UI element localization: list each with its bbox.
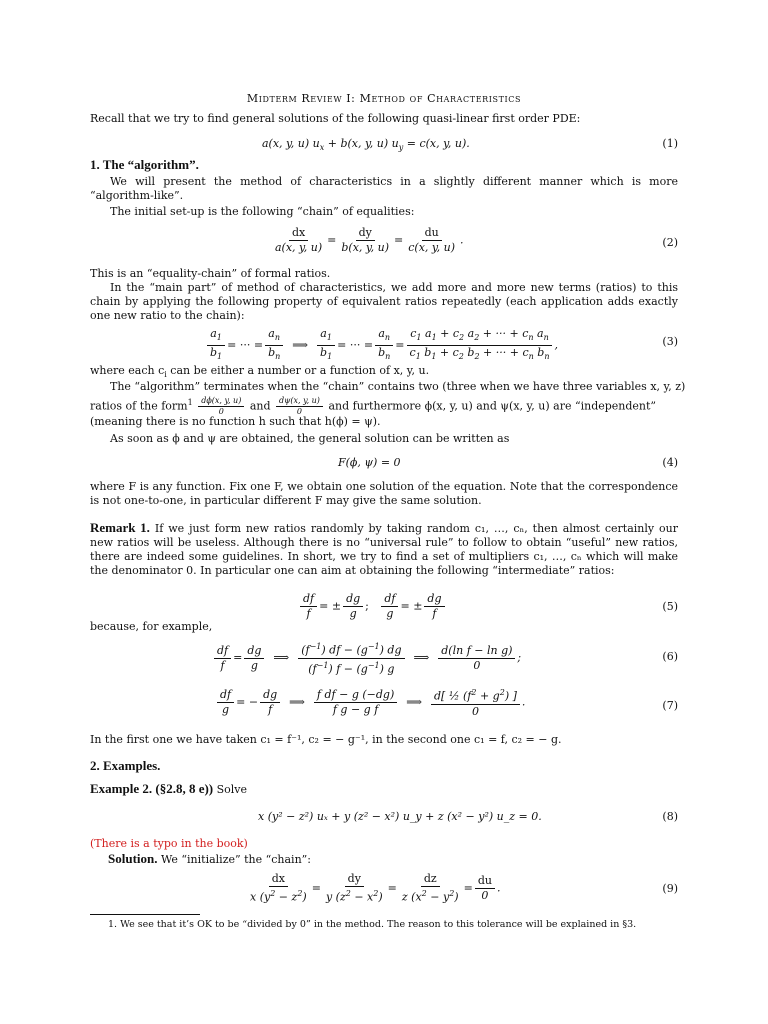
section-1-heading: 1. The “algorithm”. — [90, 157, 199, 172]
equation-4-number: (4) — [662, 456, 678, 469]
remark-after-text: In the first one we have taken c₁ = f⁻¹, c₂ = − g⁻¹, in the second one c₁ = f, c₂ = − g. — [90, 733, 562, 746]
equation-3-number: (3) — [662, 335, 678, 348]
equation-8-number: (8) — [662, 810, 678, 823]
solution-line — [108, 852, 311, 867]
remark-label: Remark 1. — [90, 520, 150, 535]
solution-label: Solution. — [108, 851, 158, 866]
section-1-paragraph-1: We will present the method of characteristics in a slightly different manner which is more “algorithm-like”. — [90, 175, 678, 202]
typo-note: (There is a typo in the book) — [90, 837, 248, 850]
section-2-heading: 2. Examples. — [90, 758, 161, 773]
section-1-paragraph-6b: ratios of the form$^1$ $\frac{d\phi(x, y, u)}{0}$ and $\frac{d\psi(x, y, u)}{0}$ and furthermore ϕ(x, y, u) and ψ(x, y, u) are “independent” — [90, 396, 657, 417]
section-1-paragraph-3: This is an “equality-chain” of formal ratios. — [90, 267, 331, 280]
remark-text: If we just form new ratios randomly by taking random c₁, …, cₙ, then almost certainly our new ratios will be useless. Although there is no “universal rule” to follow to obtain “useful” new ratios, there are indeed some guidelines. In short, we try to find a set of multipliers c₁, …, cₙ which will make the denominator 0. In particular one can aim at obtaining the following “intermediate” ratios: — [90, 522, 678, 577]
remark-1 — [90, 521, 678, 578]
solution-text: We “initialize” the “chain”: — [161, 853, 311, 866]
equation-9: $\frac{dx}{x (y^2 - z^2)}$ = $\frac{dy}{y (z^2 - x^2)}$ = $\frac{dz}{z (x^2 - y^2)}$ = $\frac{du}{0}$ . — [250, 872, 501, 904]
section-1-paragraph-8: where F is any function. Fix one F, we obtain one solution of the equation. Note that the correspondence is not one-to-one, in particular different F may give the same solution. — [90, 480, 678, 507]
equation-6: $\frac{df}{f}$ = $\frac{dg}{g}$ ⟹ $\frac{(f^{-1}) df - (g^{-1}) dg}{(f^{-1}) f - (g^{-1}) g}$ ⟹ $\frac{\text{d(ln f − ln g)}}{0}$ ; — [212, 640, 521, 676]
equation-2-number: (2) — [662, 236, 678, 249]
equation-7: $\frac{df}{g}$ = − $\frac{dg}{f}$ ⟹ $\frac{\text{f df − g (−dg)}}{\text{f g − g f}}$ ⟹ $\frac{d[ \frac{1}{2} (f^2 + g^2) ]}{0}$ . — [215, 686, 525, 719]
equation-5: $\frac{df}{f}$ = ± $\frac{dg}{g}$ ; $\frac{df}{g}$ = ± $\frac{dg}{f}$ — [298, 592, 447, 621]
intro-text: Recall that we try to find general solutions of the following quasi-linear first order PDE: — [90, 112, 581, 125]
equation-1: a(x, y, u) $u_x + b(x$, y, u) $u_y = c(x$, y, u). — [262, 137, 470, 153]
equation-1-number: (1) — [662, 137, 678, 150]
section-1-paragraph-4: In the “main part” of method of characteristics, we add more and more new terms (ratios) to this chain by applying the following property of equivalent ratios repeatedly (each application adds exactly one new ratio to the chain): — [90, 281, 678, 322]
example-text: Solve — [216, 783, 248, 796]
section-1-paragraph-6a: The “algorithm” terminates when the “chain” contains two (three when we have three variables x, y, z) — [110, 380, 686, 393]
section-1-paragraph-2: The initial set-up is the following “chain” of equalities: — [110, 205, 415, 218]
footnote: 1. We see that it’s OK to be “divided by 0” in the method. The reason to this tolerance will be explained in §3. — [108, 919, 637, 930]
section-1-paragraph-7: As soon as ϕ and ψ are obtained, the general solution can be written as — [110, 432, 510, 445]
equation-2: $\frac{dx}{a(x, y, u)}$ = $\frac{dy}{b(x, y, u)}$ = $\frac{du}{c(x, y, u)}$ . — [275, 226, 464, 254]
because-text: because, for example, — [90, 620, 213, 633]
equation-6-number: (6) — [662, 650, 678, 663]
equation-4: F(ϕ, ψ) = 0 — [338, 456, 401, 469]
footnote-rule — [90, 914, 200, 915]
equation-5-number: (5) — [662, 600, 678, 613]
equation-7-number: (7) — [662, 699, 678, 712]
equation-8: x (y² − z²) uₓ + y (z² − x²) u_y + z (x² − y²) u_z = 0. — [258, 810, 542, 823]
example-2 — [90, 782, 247, 797]
section-1-paragraph-5: where each $c_i$ can be either a number or a function of x, y, u. — [90, 364, 430, 380]
section-1-paragraph-6c: (meaning there is no function h such that h(ϕ) = ψ). — [90, 415, 381, 428]
equation-9-number: (9) — [662, 882, 678, 895]
example-label: Example 2. (§2.8, 8 e)) — [90, 781, 214, 796]
equation-3: $\frac{a_1}{b_1}$ = ··· = $\frac{a_n}{b_n}$ ⟹ $\frac{a_1}{b_1}$ = ··· = $\frac{a_n}{b_n}$ = $\frac{c_1 a_1 + c_2 a_2 + \cdot\cdot\cdot + c_n a_n}{c_1 b_1 + c_2 b_2 + \cdot\cdot\cdot + c_n b_n}$ , — [205, 327, 558, 364]
page-title: Midterm Review I: Method of Characteristics — [246, 92, 522, 105]
